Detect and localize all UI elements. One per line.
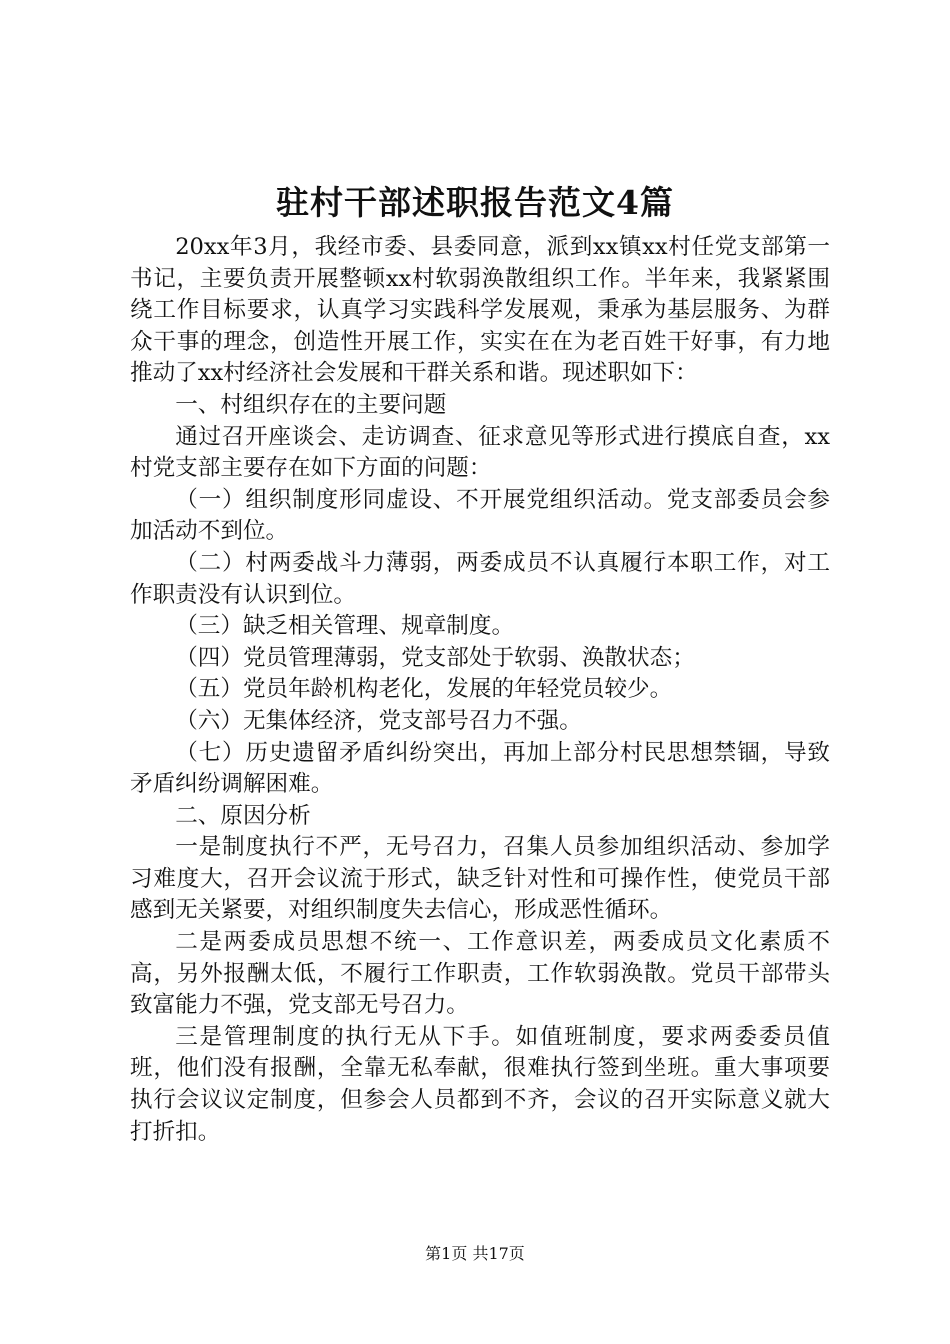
- section-heading-causes: 二、原因分析: [175, 802, 311, 829]
- page-footer: 第1页 共17页: [425, 1244, 525, 1263]
- list-item-problem-7: （七）历史遗留矛盾纠纷突出，再加上部分村民思想禁锢，导致矛盾纠纷调解困难。: [130, 739, 830, 798]
- list-item-problem-4: （四）党员管理薄弱，党支部处于软弱、涣散状态；: [175, 644, 695, 671]
- list-item-problem-5: （五）党员年龄机构老化，发展的年轻党员较少。: [175, 676, 673, 703]
- list-item-problem-6: （六）无集体经济，党支部号召力不强。: [175, 707, 582, 734]
- list-item-problem-2: （二）村两委战斗力薄弱，两委成员不认真履行本职工作，对工作职责没有认识到位。: [130, 549, 830, 608]
- document-body: [130, 232, 830, 1148]
- list-item-problem-1: （一）组织制度形同虚设、不开展党组织活动。党支部委员会参加活动不到位。: [130, 486, 830, 545]
- paragraph-intro: 20xx年3月，我经市委、县委同意，派到xx镇xx村任党支部第一书记，主要负责开展整顿xx村软弱涣散组织工作。半年来，我紧紧围绕工作目标要求，认真学习实践科学发展观，秉承为基层服务、为群众干事的理念，创造性开展工作，实实在在为老百姓干好事，有力地推动了xx村经济社会发展和干群关系和谐。现述职如下：: [130, 234, 830, 387]
- list-item-problem-3: （三）缺乏相关管理、规章制度。: [175, 613, 515, 640]
- section-heading-problems: 一、村组织存在的主要问题: [175, 391, 447, 418]
- paragraph-survey: 通过召开座谈会、走访调查、征求意见等形式进行摸底自查，xx村党支部主要存在如下方面的问题：: [130, 423, 830, 482]
- paragraph-cause-3: 三是管理制度的执行无从下手。如值班制度，要求两委委员值班，他们没有报酬，全靠无私奉献，很难执行签到坐班。重大事项要执行会议议定制度，但参会人员都到不齐，会议的召开实际意义就大打折扣。: [130, 1023, 830, 1145]
- paragraph-cause-1: 一是制度执行不严，无号召力，召集人员参加组织活动、参加学习难度大，召开会议流于形式，缺乏针对性和可操作性，使党员干部感到无关紧要，对组织制度失去信心，形成恶性循环。: [130, 834, 830, 924]
- document-title: 驻村干部述职报告范文4篇: [276, 183, 674, 222]
- paragraph-cause-2: 二是两委成员思想不统一、工作意识差，两委成员文化素质不高，另外报酬太低，不履行工作职责，工作软弱涣散。党员干部带头致富能力不强，党支部无号召力。: [130, 929, 830, 1019]
